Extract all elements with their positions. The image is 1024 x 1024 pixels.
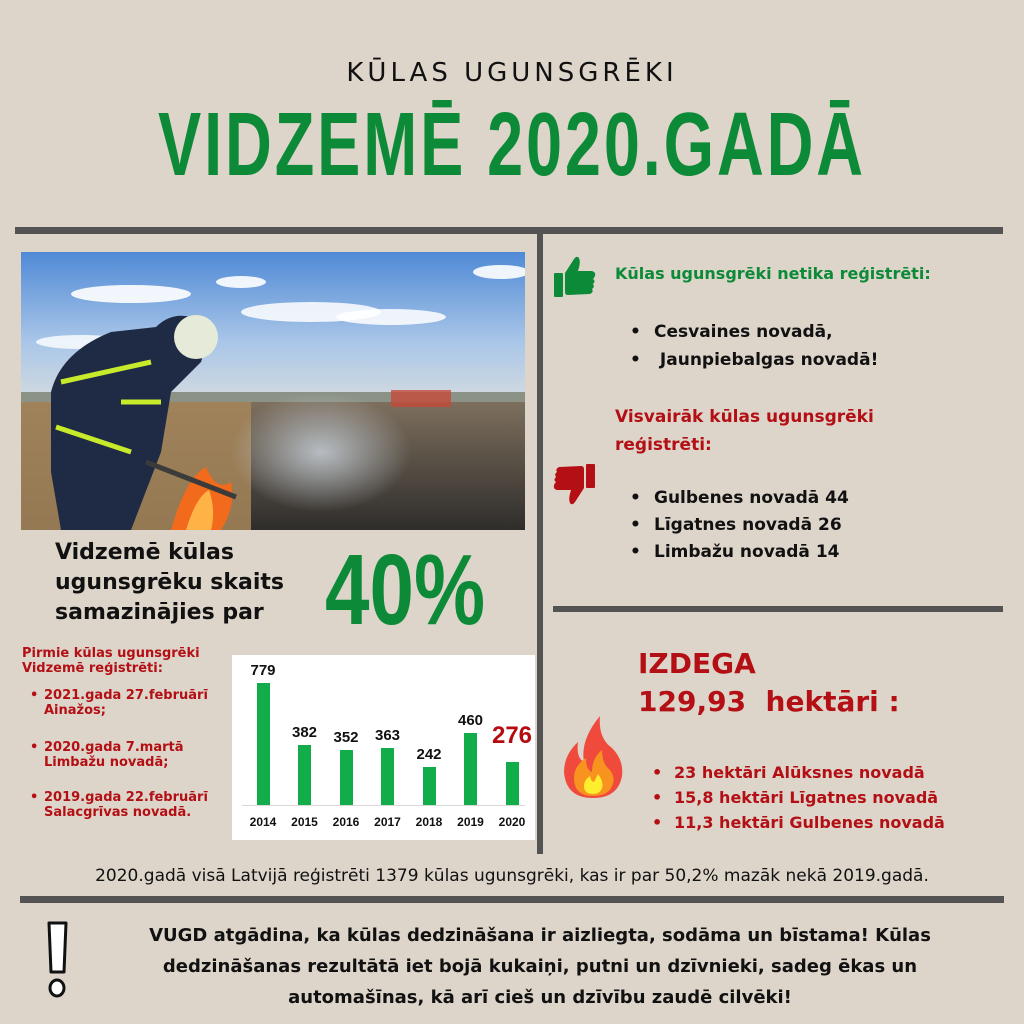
chart-bar (381, 748, 394, 805)
exclamation-icon (40, 920, 74, 1000)
warning-line-3: automašīnas, kā arī cieš un dzīvību zaudē cilvēki! (288, 987, 792, 1008)
most-fires-heading-1: Visvairāk kūlas ugunsgrēki (615, 407, 874, 427)
warning-text (90, 920, 990, 1013)
list-item: • Limbažu novadā 14 (630, 539, 849, 566)
warning-line-2: dedzināšanas rezultātā iet bojā kukaiņi, putni un dzīvnieki, sadeg ēkas un (162, 956, 918, 977)
most-fires-heading (615, 403, 945, 459)
chart-value-label: 779 (250, 662, 276, 680)
chart-bar (257, 683, 270, 805)
item-place: Salacgrīvas novadā. (44, 805, 192, 820)
latvia-statistic: 2020.gadā visā Latvijā reģistrēti 1379 kūlas ugunsgrēki, kas ir par 50,2% mazāk nekā 2019.gadā. (95, 866, 929, 886)
chart-year-label: 2018 (415, 815, 443, 829)
chart-bar (506, 762, 519, 805)
divider-top (15, 227, 1003, 234)
no-fires-heading: Kūlas ugunsgrēki netika reģistrēti: (615, 264, 931, 283)
thumbs-down-icon (553, 462, 599, 508)
burned-total: 129,93 hektāri : (638, 685, 900, 718)
flame-icon (560, 710, 626, 800)
item-date: • 2021.gada 27.februārī (44, 688, 208, 703)
decrease-statement (55, 538, 315, 628)
chart-value-label: 382 (291, 724, 318, 742)
no-fires-list (630, 318, 878, 374)
first-fires-heading-2: Vidzemē reģistrēti: (22, 661, 163, 676)
list-item: • Gulbenes novadā 44 (630, 485, 849, 512)
burned-list (650, 760, 945, 835)
page-title: VIDZEMĒ 2020.GADĀ (158, 95, 866, 195)
chart-year-label: 2017 (374, 815, 401, 829)
subtitle: KŪLAS UGUNSGRĒKI (346, 58, 678, 88)
thumbs-up-icon (552, 253, 598, 299)
item-place: Limbažu novadā; (44, 755, 169, 770)
fires-by-year-chart (232, 655, 535, 840)
list-item: • 23 hektāri Alūksnes novadā (650, 760, 945, 785)
firefighter-photo (21, 252, 525, 530)
chart-year-label: 2014 (249, 815, 277, 829)
warning-line-1: VUGD atgādina, ka kūlas dedzināšana ir aizliegta, sodāma un bīstama! Kūlas (149, 925, 931, 946)
burned-label: IZDEGA (638, 647, 756, 680)
divider-bottom (20, 896, 1004, 903)
item-date: • 2019.gada 22.februārī (44, 790, 208, 805)
decrease-line-3: samazinājies par (55, 600, 264, 625)
chart-year-label: 2015 (291, 815, 318, 829)
item-place: Ainažos; (44, 703, 106, 718)
chart-year-label: 2019 (457, 815, 484, 829)
first-fires-section (22, 646, 227, 840)
list-item (22, 688, 227, 718)
most-fires-list (630, 485, 849, 566)
first-fires-heading-1: Pirmie kūlas ugunsgrēki (22, 646, 200, 661)
list-item: • 15,8 hektāri Līgatnes novadā (650, 785, 945, 810)
divider-right (553, 606, 1003, 612)
list-item: • 11,3 hektāri Gulbenes novadā (650, 810, 945, 835)
chart-bar (423, 767, 436, 805)
list-item (22, 740, 227, 770)
chart-value-label: 242 (416, 746, 442, 764)
list-item: • Līgatnes novadā 26 (630, 512, 849, 539)
chart-value-label: 276 (491, 721, 533, 749)
divider-vertical (537, 234, 543, 854)
first-fires-list (22, 688, 227, 820)
list-item: • Cesvaines novadā, (630, 318, 878, 346)
list-item: • Jaunpiebalgas novadā! (630, 346, 878, 374)
chart-baseline (242, 805, 525, 806)
chart-bar (340, 750, 353, 805)
chart-year-label: 2020 (498, 815, 526, 829)
chart-bar (298, 745, 311, 805)
decrease-percent: 40% (325, 534, 486, 646)
chart-year-label: 2016 (332, 815, 360, 829)
chart-value-label: 363 (374, 727, 401, 745)
item-date: • 2020.gada 7.martā (44, 740, 184, 755)
chart-value-label: 352 (333, 729, 359, 746)
burned-heading (638, 645, 900, 721)
list-item (22, 790, 227, 820)
chart-bar (464, 733, 477, 805)
chart-value-label: 460 (457, 712, 484, 730)
decrease-line-2: ugunsgrēku skaits (55, 570, 285, 595)
decrease-line-1: Vidzemē kūlas (55, 540, 234, 565)
most-fires-heading-2: reģistrēti: (615, 435, 712, 455)
